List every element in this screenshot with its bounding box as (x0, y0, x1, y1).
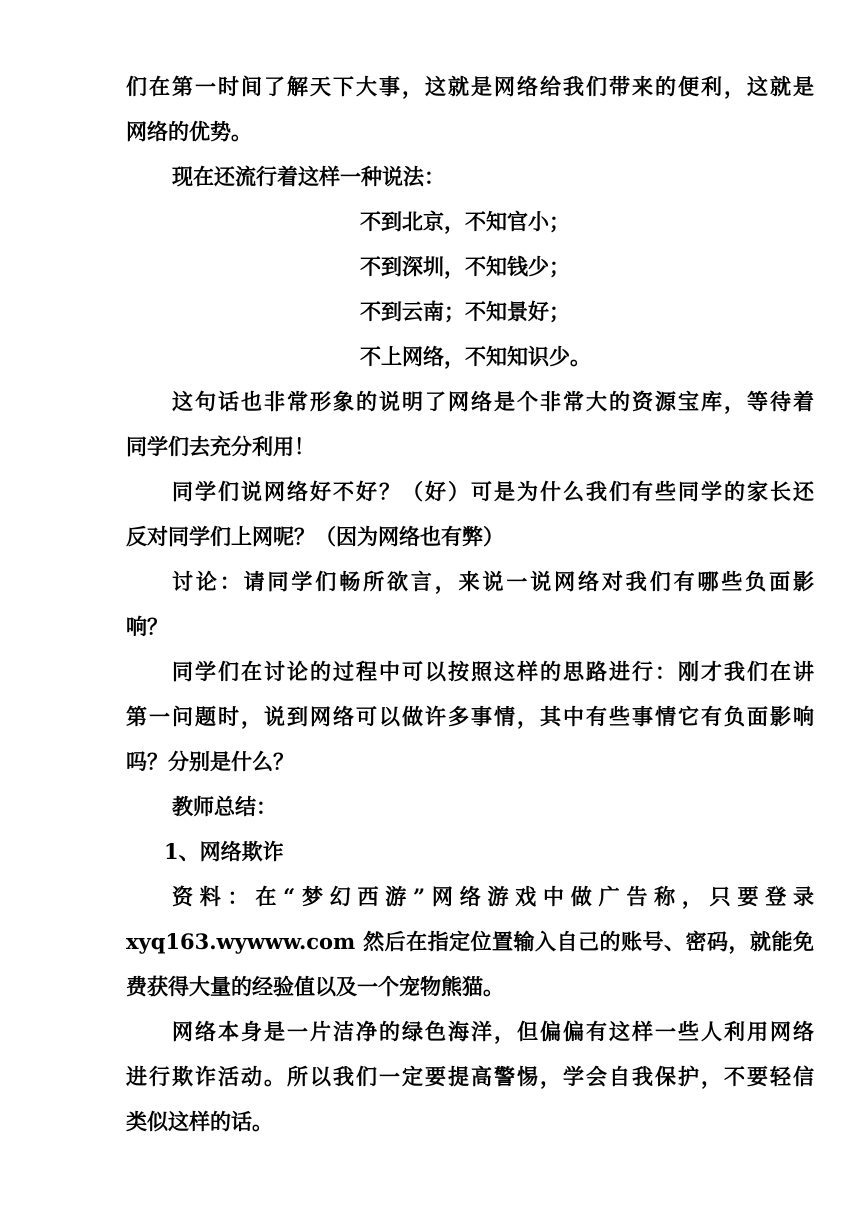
paragraph-line: 资料：在“梦幻西游”网络游戏中做广告称，只要登录 (172, 884, 814, 909)
paragraph-line: 讨论：请同学们畅所欲言，来说一说网络对我们有哪些负面影 (172, 569, 814, 594)
paragraph-line: 们在第一时间了解天下大事，这就是网络给我们带来的便利，这就是 (126, 74, 814, 99)
paragraph-line: 进行欺诈活动。所以我们一定要提高警惕，学会自我保护，不要轻信 (126, 1064, 814, 1089)
paragraph-line: 类似这样的话。 (126, 1109, 273, 1134)
paragraph-line: 这句话也非常形象的说明了网络是个非常大的资源宝库，等待着 (172, 389, 814, 414)
paragraph-line: 响？ (126, 614, 168, 639)
paragraph-line: 第一问题时，说到网络可以做许多事情，其中有些事情它有负面影响 (126, 704, 814, 729)
paragraph-line: 同学们说网络好不好？（好）可是为什么我们有些同学的家长还 (172, 479, 814, 504)
paragraph-line: 反对同学们上网呢？（因为网络也有弊） (126, 524, 504, 549)
paragraph-line: 现在还流行着这样一种说法： (172, 164, 445, 189)
section-heading: 1、网络欺诈 (164, 839, 284, 864)
poem-line: 不到北京，不知官小； (360, 209, 570, 234)
poem-line: 不上网络，不知知识少。 (360, 344, 591, 369)
paragraph-line: 同学们去充分利用！ (126, 434, 315, 459)
paragraph-line: xyq163.wywww.com 然后在指定位置输入自己的账号、密码，就能免 (126, 929, 814, 954)
paragraph-line: 吗？分别是什么？ (126, 749, 294, 774)
paragraph-line: 费获得大量的经验值以及一个宠物熊猫。 (126, 974, 504, 999)
poem-line: 不到深圳，不知钱少； (360, 254, 570, 279)
poem-line: 不到云南；不知景好； (360, 299, 570, 324)
section-label: 教师总结： (172, 794, 277, 819)
paragraph-line: 网络本身是一片洁净的绿色海洋，但偏偏有这样一些人利用网络 (172, 1019, 814, 1044)
paragraph-line: 网络的优势。 (126, 119, 252, 144)
paragraph-line: 同学们在讨论的过程中可以按照这样的思路进行：刚才我们在讲 (172, 659, 814, 684)
